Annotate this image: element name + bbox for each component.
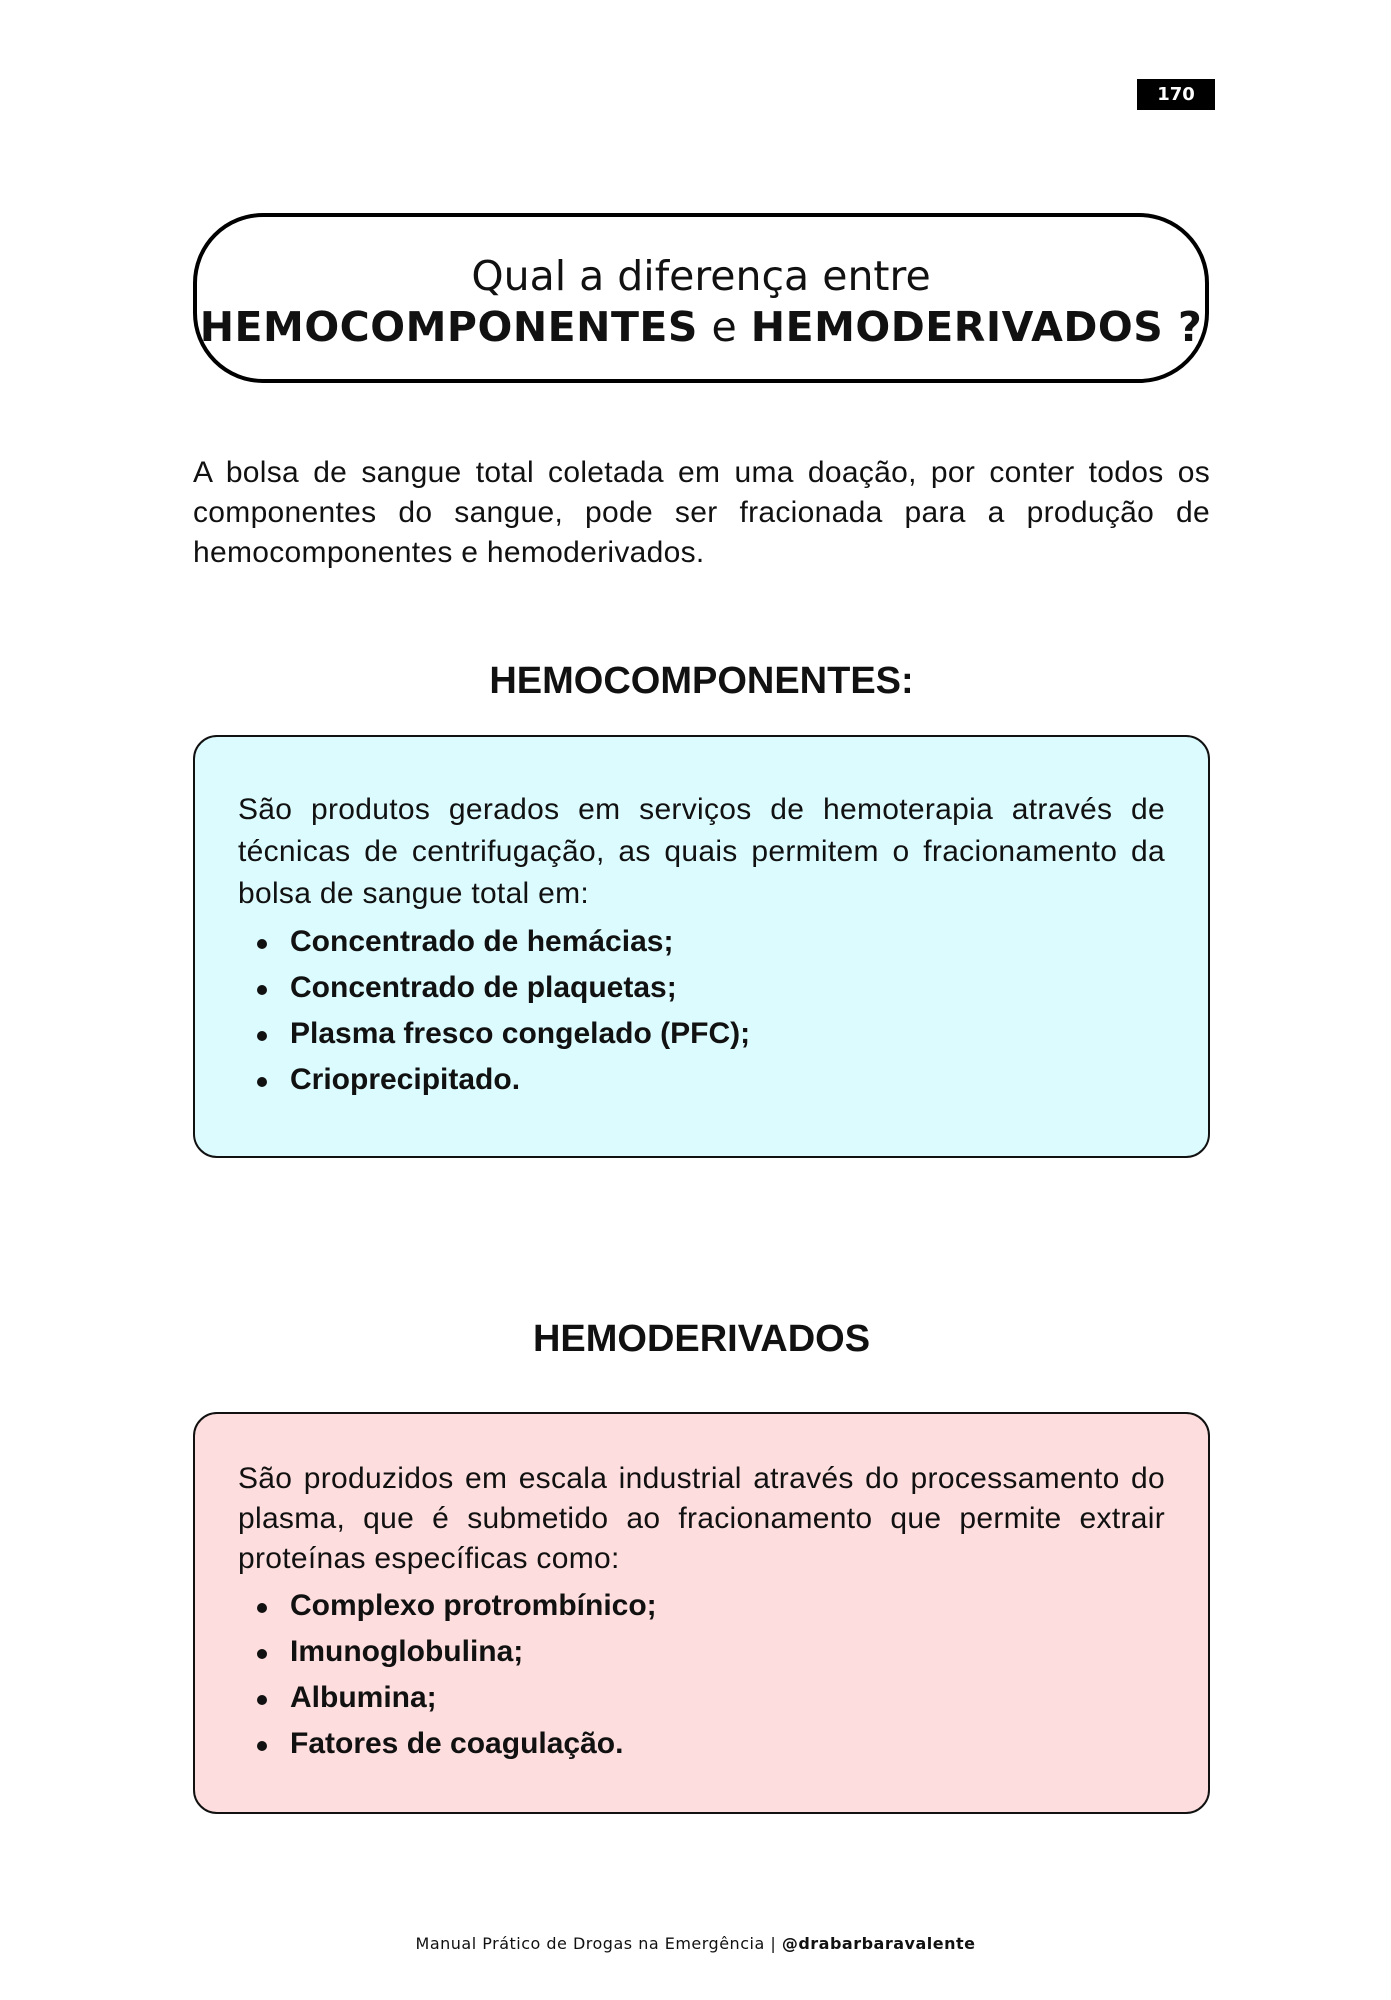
title-line2 [197,301,1205,353]
bullet-icon [257,939,267,949]
title-connector: e [711,303,738,351]
footer [0,1934,1391,1953]
title-box [193,213,1209,383]
hemoderivados-list [238,1583,1165,1767]
list-item: Concentrado de hemácias; [238,919,1165,965]
list-item: Complexo protrombínico; [238,1583,1165,1629]
bullet-icon [257,1077,267,1087]
hemoderivados-heading: HEMODERIVADOS [532,1318,871,1360]
list-item: Crioprecipitado. [238,1057,1165,1103]
list-item: Imunoglobulina; [238,1629,1165,1675]
bullet-icon [257,985,267,995]
bullet-icon [257,1741,267,1751]
title-line1: Qual a diferença entre [471,252,931,300]
list-item: Concentrado de plaquetas; [238,965,1165,1011]
footer-text: Manual Prático de Drogas na Emergência | [415,1934,782,1953]
bullet-icon [257,1695,267,1705]
list-item: Albumina; [238,1675,1165,1721]
hemoderivados-text: São produzidos em escala industrial através do processamento do plasma, que é submetido ao fracionamento que permite extrair proteínas específicas como: [238,1462,1165,1575]
bullet-icon [257,1603,267,1613]
hemocomponentes-box [193,735,1210,1158]
page-number: 170 [1137,79,1215,110]
list-item: Fatores de coagulação. [238,1721,1165,1767]
hemoderivados-box [193,1412,1210,1814]
bullet-icon [257,1649,267,1659]
title-term1: HEMOCOMPONENTES [199,303,698,351]
list-item: Plasma fresco congelado (PFC); [238,1011,1165,1057]
hemocomponentes-list [238,919,1165,1103]
bullet-icon [257,1031,267,1041]
title-term2: HEMODERIVADOS ? [750,303,1203,351]
intro-paragraph: A bolsa de sangue total coletada em uma doação, por conter todos os componentes do sangue, pode ser fracionada para a produção de hemocomponentes e hemoderivados. [193,456,1210,569]
footer-handle: @drabarbaravalente [781,1934,976,1953]
hemocomponentes-heading: HEMOCOMPONENTES: [489,660,914,702]
hemocomponentes-text: São produtos gerados em serviços de hemoterapia através de técnicas de centrifugação, as quais permitem o fracionamento da bolsa de sangue total em: [238,793,1165,910]
